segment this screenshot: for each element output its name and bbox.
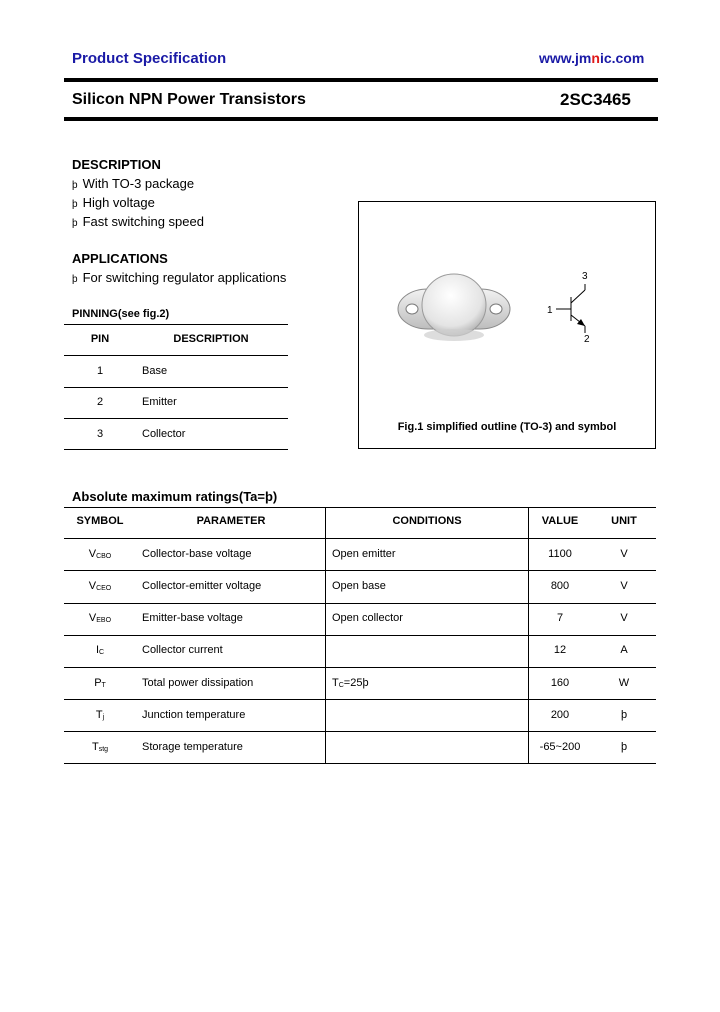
rating-symbol: $V_{CBO}$ (88, 548, 112, 560)
rating-parameter: Total power dissipation (142, 677, 254, 689)
ratings-col-unit: UNIT (611, 515, 637, 527)
ratings-col-symbol: SYMBOL (76, 515, 124, 527)
pinning-heading: PINNING(see fig.2) (72, 308, 170, 320)
ratings-col-value: VALUE (541, 515, 579, 527)
ratings-col-parameter: PARAMETER (196, 515, 266, 527)
rating-parameter: Collector-base voltage (142, 548, 252, 560)
figure-graphics (358, 201, 656, 421)
pin-number: 1 (96, 365, 104, 377)
bullet-marker: þ (72, 218, 78, 229)
pinning-col-pin: PIN (90, 333, 110, 345)
ratings-rule (64, 731, 656, 732)
ratings-rule (64, 763, 656, 764)
symbol-pin-label-collector: 3 (582, 271, 588, 282)
rating-parameter: Junction temperature (142, 709, 246, 721)
rating-symbol: $V_{CEO}$ (88, 580, 112, 592)
description-item: þ With TO-3 package (72, 176, 195, 191)
symbol-pin-label-base: 1 (547, 305, 553, 316)
url-part: ic.com (599, 50, 645, 66)
rating-conditions: Open base (332, 580, 386, 592)
url-part-highlight: n (591, 50, 600, 66)
rating-conditions: $T_C=25þ$ (332, 677, 369, 689)
ratings-rule (64, 699, 656, 700)
rating-unit: V (620, 548, 628, 560)
url-part: www.jm (539, 50, 592, 66)
to3-package-image (398, 274, 510, 341)
rating-symbol: $P_T$ (94, 677, 106, 689)
pin-description: Base (142, 365, 168, 377)
ratings-heading: Absolute maximum ratings(Ta=þ) (72, 489, 278, 504)
ratings-rule (64, 667, 656, 668)
pinning-rule (64, 449, 288, 450)
rating-parameter: Emitter-base voltage (142, 612, 243, 624)
ratings-rule (64, 570, 656, 571)
rating-parameter: Storage temperature (142, 741, 243, 753)
description-item: þ High voltage (72, 195, 155, 210)
pinning-rule (64, 355, 288, 356)
rating-conditions: Open collector (332, 612, 403, 624)
part-number: 2SC3465 (560, 90, 631, 109)
rating-unit: V (620, 580, 628, 592)
pinning-rule (64, 418, 288, 419)
header-product-specification: Product Specification (72, 50, 227, 67)
pin-description: Collector (142, 428, 186, 440)
bullet-marker: þ (72, 274, 78, 285)
pinning-rule (64, 324, 288, 325)
rating-symbol: $V_{EBO}$ (88, 612, 112, 624)
rating-value: 800 (550, 580, 570, 592)
npn-transistor-symbol (556, 284, 585, 333)
rating-unit: þ (620, 741, 628, 753)
ratings-rule (64, 538, 656, 539)
ratings-rule (64, 603, 656, 604)
rating-symbol: $I_C$ (95, 644, 105, 656)
rating-value: 1100 (548, 548, 572, 560)
ratings-rule (64, 507, 656, 508)
rating-value: -65~200 (539, 741, 581, 753)
header-rule (64, 78, 658, 82)
rating-unit: W (618, 677, 630, 689)
figure-caption: Fig.1 simplified outline (TO-3) and symbol (397, 421, 617, 433)
pinning-rule (64, 387, 288, 388)
pinning-col-description: DESCRIPTION (173, 333, 249, 345)
rating-parameter: Collector-emitter voltage (142, 580, 262, 592)
bullet-marker: þ (72, 199, 78, 210)
pin-description: Emitter (142, 396, 177, 408)
rating-symbol: $T_j$ (95, 709, 105, 721)
symbol-pin-label-emitter: 2 (584, 334, 590, 345)
header-website-link[interactable] (539, 50, 644, 66)
rating-value: 160 (550, 677, 570, 689)
ratings-rule (64, 635, 656, 636)
document-title: Silicon NPN Power Transistors (72, 91, 306, 108)
rating-conditions: Open emitter (332, 548, 396, 560)
rating-unit: V (620, 612, 628, 624)
description-item: þ Fast switching speed (72, 214, 204, 229)
rating-unit: þ (620, 709, 628, 721)
rating-unit: A (620, 644, 628, 656)
title-rule (64, 117, 658, 121)
applications-heading: APPLICATIONS (72, 251, 168, 266)
description-heading: DESCRIPTION (72, 157, 161, 172)
applications-item: þ For switching regulator applications (72, 270, 287, 285)
pin-number: 2 (96, 396, 104, 408)
rating-value: 7 (556, 612, 564, 624)
bullet-marker: þ (72, 180, 78, 191)
rating-symbol: $T_{stg}$ (91, 741, 109, 753)
rating-value: 200 (550, 709, 570, 721)
rating-parameter: Collector current (142, 644, 223, 656)
ratings-col-conditions: CONDITIONS (392, 515, 462, 527)
pin-number: 3 (96, 428, 104, 440)
rating-value: 12 (553, 644, 567, 656)
